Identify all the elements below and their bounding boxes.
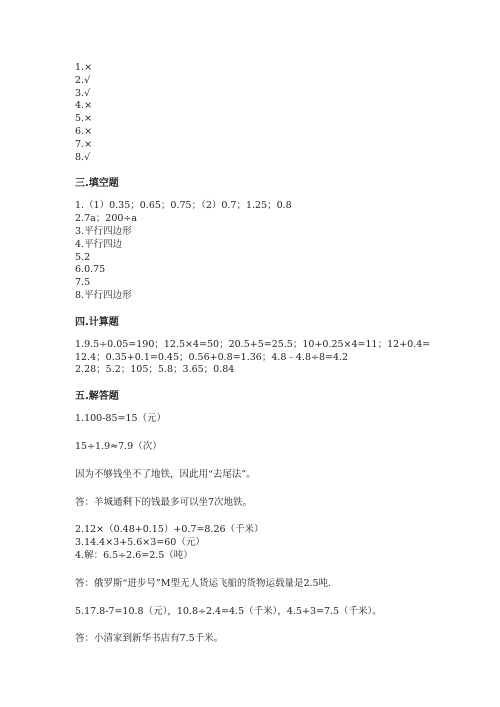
fill-answer: 8.平行四边形 [75,289,132,301]
judge-answer: 2.√ [75,74,91,86]
fill-answer: 2.7a；200÷a [75,213,138,225]
solve-line: 15÷1.9≈7.9（次） [75,440,162,452]
fill-answer: 6.0.75 [75,264,106,276]
judge-answer: 8.√ [75,151,91,163]
calc-answer: 12.4；0.35+0.1=0.45；0.56+0.8=1.36；4.8﹣4.8÷8=4.2 [75,351,349,363]
solve-line: 2.12×（0.48+0.15）+0.7=8.26（千米） [75,524,264,536]
judge-answers [75,62,475,164]
judge-answer: 6.× [75,125,93,137]
fill-answers [75,200,475,302]
section-heading-solve: 五.解答题 [75,391,119,403]
calc-answer: 1.9.5÷0.05=190；12.5×4=50；20.5+5=25.5；10+0.25×4=11；12+0.4= [75,338,431,350]
judge-answer: 4.× [75,100,93,112]
solve-line: 5.17.8-7=10.8（元），10.8÷2.4=4.5（千米），4.5+3=7.5（千米）。 [75,605,382,617]
solve-line: 答：羊城通剩下的钱最多可以坐7次地铁。 [75,496,253,508]
judge-answer: 1.× [75,62,93,73]
fill-answer: 4.平行四边 [75,238,123,250]
fill-answer: 3.平行四边形 [75,225,132,237]
judge-answer: 5.× [75,113,93,125]
fill-answer: 1.（1）0.35；0.65；0.75；（2）0.7；1.25；0.8 [75,200,292,212]
solve-line: 答：小清家到新华书店有7.5千米。 [75,633,224,645]
calc-answer: 2.28；5.2；105；5.8；3.65；0.84 [75,364,235,376]
solve-line: 3.14.4×3+5.6×3=60（元） [75,537,205,549]
judge-answer: 3.√ [75,87,91,99]
section-heading-fill: 三.填空题 [75,178,119,190]
section-heading-calc: 四.计算题 [75,316,119,328]
answer-sheet [75,62,475,646]
solve-line: 答：俄罗斯“进步号”M型无人货运飞船的货物运载量是2.5吨. [75,577,332,589]
judge-answer: 7.× [75,138,93,150]
fill-answer: 5.2 [75,251,91,263]
calc-answers [75,339,475,377]
fill-answer: 7.5 [75,277,91,289]
solve-line: 1.100-85=15（元） [75,413,167,425]
solve-answers [75,413,475,646]
solve-line: 因为不够钱坐不了地铁，因此用“去尾法”。 [75,468,256,480]
solve-line: 4.解：6.5÷2.6=2.5（吨） [75,549,193,561]
